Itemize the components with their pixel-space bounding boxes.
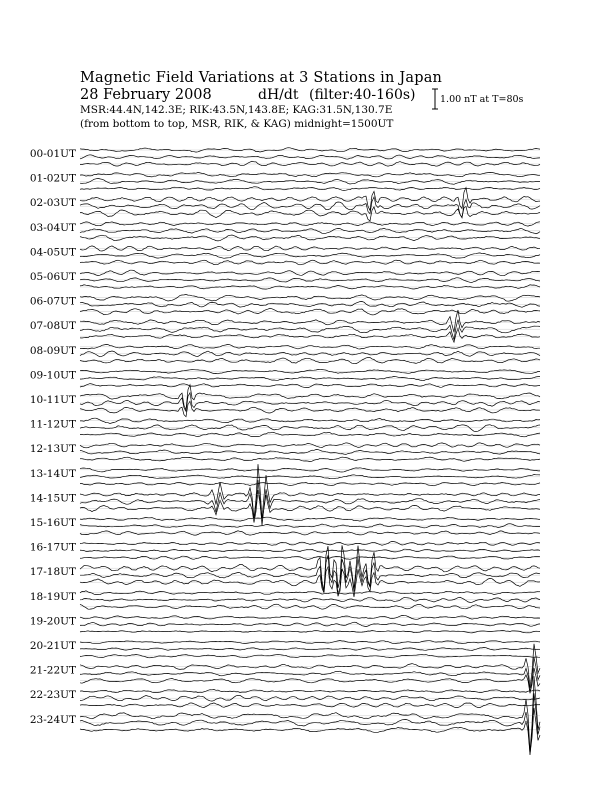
trace-msr-hour-7: [80, 328, 540, 342]
station-traces: [80, 148, 540, 755]
chart-quantity: dH/dt: [258, 87, 299, 103]
hour-label: 17-18UT: [29, 566, 76, 579]
trace-rik-hour-23: [80, 693, 540, 755]
hour-label: 03-04UT: [29, 221, 76, 234]
scale-bar: [431, 88, 439, 110]
trace-kag-hour-10: [80, 385, 540, 410]
trace-msr-hour-9: [80, 384, 540, 388]
chart-filter: (filter:40-160s): [309, 87, 416, 103]
trace-kag-hour-23: [80, 676, 540, 751]
hour-label: 22-23UT: [29, 689, 76, 702]
hour-label: 09-10UT: [29, 369, 76, 382]
trace-kag-hour-16: [80, 541, 540, 545]
station-coordinates: MSR:44.4N,142.3E; RIK:43.5N,143.8E; KAG:31.5N,130.7E: [80, 104, 393, 116]
hour-label: 01-02UT: [29, 172, 76, 185]
hour-label: 20-21UT: [29, 640, 76, 652]
trace-kag-hour-6: [80, 295, 540, 302]
hour-label: 06-07UT: [29, 295, 76, 308]
hour-label: 08-09UT: [29, 344, 76, 357]
trace-msr-hour-2: [80, 206, 540, 220]
trace-msr-hour-19: [80, 630, 540, 633]
trace-rik-hour-1: [80, 178, 540, 184]
hour-label: 18-19UT: [29, 590, 76, 603]
hour-labels: [30, 148, 76, 726]
trace-rik-hour-17: [80, 555, 540, 594]
station-order-note: (from bottom to top, MSR, RIK, & KAG) midnight=1500UT: [80, 118, 394, 130]
hour-label: 23-24UT: [29, 713, 76, 726]
hour-label: 05-06UT: [29, 271, 76, 283]
trace-msr-hour-13: [80, 483, 540, 486]
trace-rik-hour-11: [80, 425, 540, 432]
trace-kag-hour-14: [80, 464, 540, 519]
hour-label: 21-22UT: [29, 664, 76, 677]
hour-label: 07-08UT: [29, 320, 76, 333]
hour-label: 15-16UT: [29, 517, 76, 529]
trace-rik-hour-2: [80, 197, 540, 218]
trace-kag-hour-9: [80, 370, 540, 374]
hour-label: 14-15UT: [29, 492, 76, 505]
hour-label: 11-12UT: [29, 418, 76, 431]
hour-label: 12-13UT: [29, 443, 76, 456]
trace-msr-hour-8: [80, 358, 540, 364]
hour-label: 16-17UT: [29, 541, 76, 554]
chart-date: 28 February 2008: [80, 87, 212, 103]
trace-rik-hour-14: [80, 480, 540, 525]
hour-label: 04-05UT: [29, 246, 76, 259]
hour-label: 02-03UT: [29, 197, 76, 210]
hour-label: 19-20UT: [29, 615, 76, 628]
hour-label: 13-14UT: [29, 467, 76, 480]
hour-label: 00-01UT: [29, 148, 76, 160]
scale-label: 1.00 nT at T=80s: [440, 94, 524, 105]
hour-label: 10-11UT: [29, 394, 76, 406]
trace-kag-hour-11: [80, 418, 540, 423]
trace-rik-hour-21: [80, 657, 540, 692]
trace-msr-hour-0: [80, 161, 540, 166]
chart-title: Magnetic Field Variations at 3 Stations in Japan: [80, 70, 443, 86]
trace-msr-hour-23: [80, 708, 540, 754]
trace-rik-hour-12: [80, 450, 540, 455]
